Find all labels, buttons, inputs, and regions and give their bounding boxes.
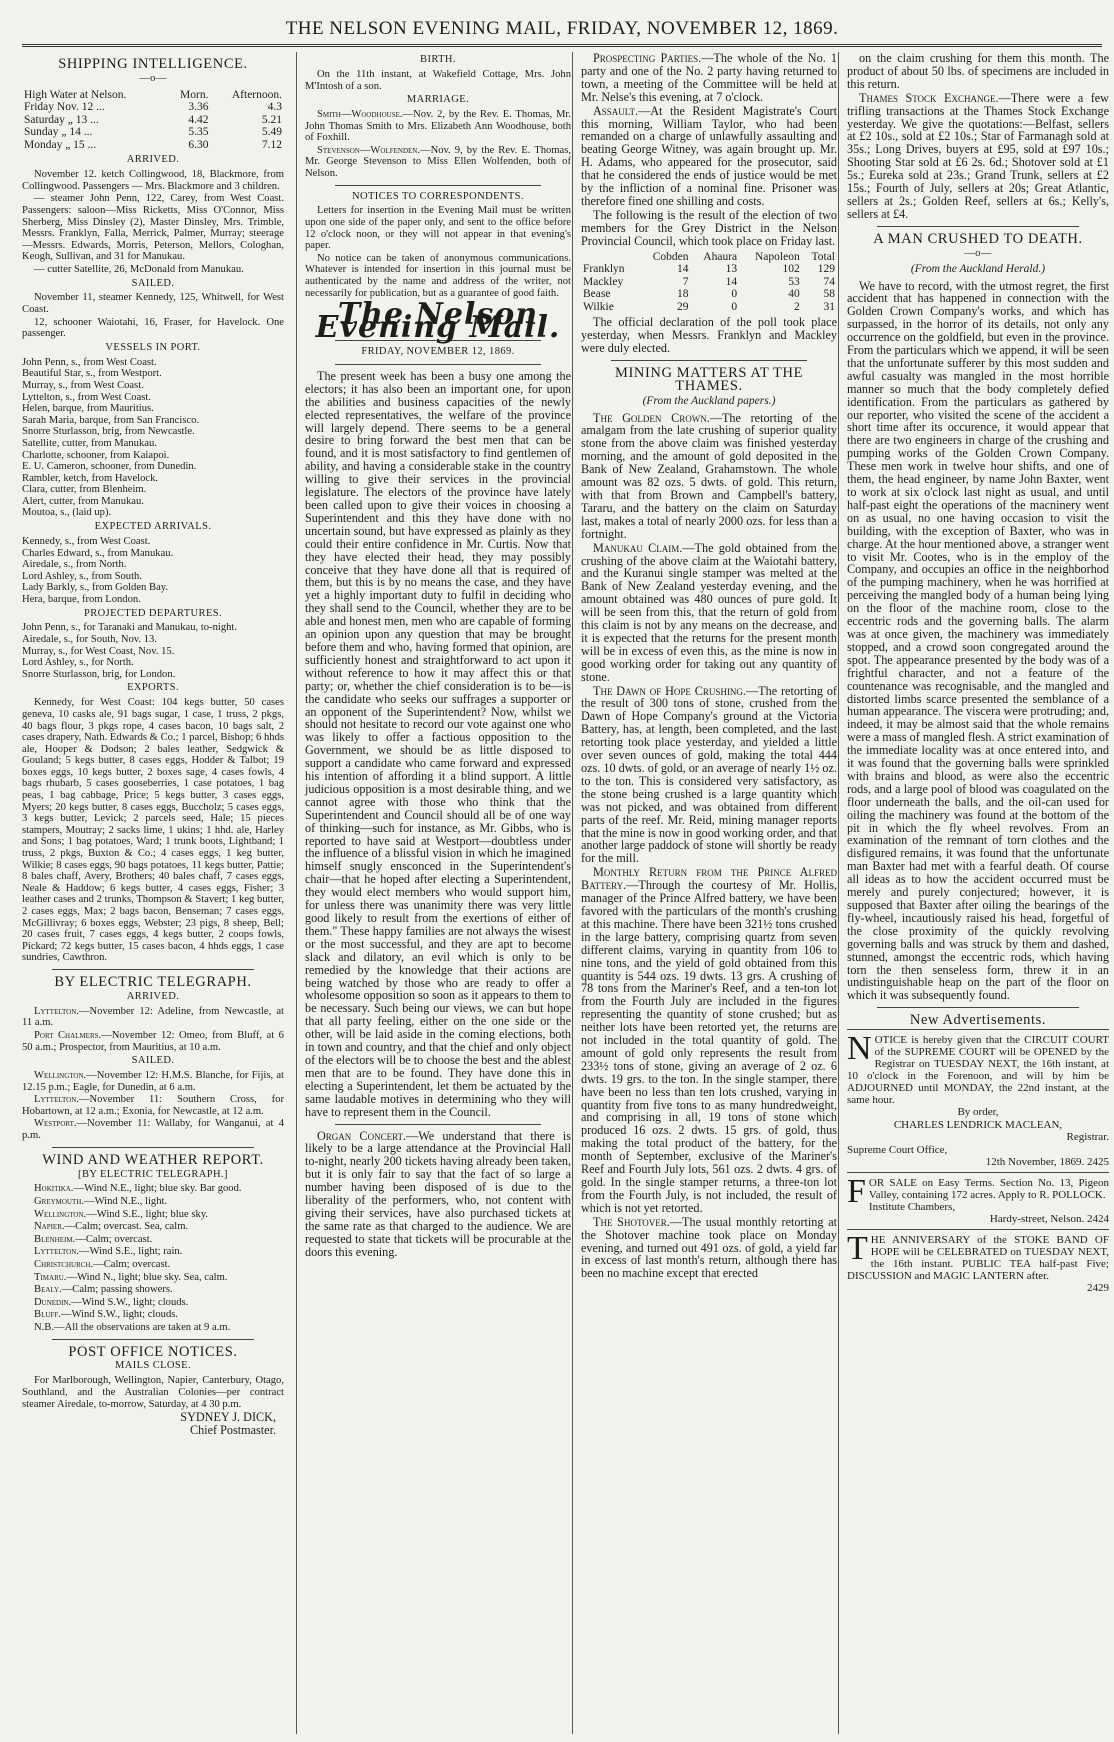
list-item: John Penn, s., for Taranaki and Manukau, to-night. (22, 622, 238, 634)
paragraph-text: —There were a few trifling transactions at the Thames Stock Exchange yesterday. We give the quotations:—Belfast, sellers at £2 10s., sold at £2 10s.; Star of Farmanagh sold at 35s.; Long Drives, buyers at £95, sold at £97 10s.; Shooting Star sold at £6 2s. 6d.; Shotover sold at £1 5s.; Eureka sold at 23s.; Grand Trunk, sellers at £2 15s.; Fourth of July, sellers at 20s; Great Atlantic, sellers at 2s.; Golden Reef, sellers at 6s.; Kelly's, sellers at £4. (847, 90, 1109, 221)
paragraph (22, 1297, 284, 1309)
paragraph-lead: Westport. (34, 1118, 77, 1130)
paragraph-text: —November 12: Adeline, from Newcastle, at 11 a.m. (22, 1005, 284, 1029)
paragraph (22, 1272, 284, 1284)
column-1 (22, 52, 284, 1734)
table-cell: 7.12 (261, 138, 282, 151)
subheading: MAILS CLOSE. (115, 1360, 191, 1372)
list-item: Murray, s., for West Coast, Nov. 15. (22, 645, 175, 657)
table-header-cell (581, 251, 639, 264)
advertisement-text: HE ANNIVERSARY of the STOKE BAND OF HOPE will be CELEBRATED on TUESDAY NEXT, the 16th instant. PUBLIC TEA half-past Five; DISCUSSION and MAGIC LANTERN after. (847, 1233, 1109, 1282)
paragraph (22, 193, 284, 263)
paragraph (22, 317, 284, 340)
paragraph-lead: Stevenson—Wolfenden. (317, 144, 421, 156)
paragraph-text: November 11, steamer Kennedy, 125, Whitwell, for West Coast. (22, 292, 284, 316)
subheading: NOTICES TO CORRESPONDENTS. (352, 190, 524, 202)
paragraph-text: —Nov. 2, by the Rev. E. Thomas, Mr. John Thomas Smith to Mrs. Elizabeth Ann Woodhouse, both of Foxhill. (305, 109, 571, 144)
drop-cap: T (847, 1229, 868, 1267)
table-row (581, 276, 837, 289)
list-item: E. U. Cameron, schooner, from Dunedin. (22, 461, 197, 473)
source-credit: (From the Auckland Herald.) (910, 262, 1046, 275)
paragraph-text: —Wind S.W., light; clouds. (71, 1296, 189, 1308)
section-heading: SHIPPING INTELLIGENCE. (58, 56, 248, 72)
paragraph-text: —The whole of the No. 1 party and one of the No. 2 party having returned to town, a meeting of the Committee will be held at Mr. Nelse's this evening, at 7 o'clock. (581, 52, 837, 104)
list-item: Lyttelton, s., from West Coast. (22, 391, 152, 403)
paragraph-text: The official declaration of the poll took place yesterday, when Messrs. Franklyn and Mackley were duly elected. (581, 315, 837, 355)
table-cell: 53 (788, 275, 800, 288)
paragraph (22, 1221, 284, 1233)
list-item: Beautiful Star, s., from Westport. (22, 368, 162, 380)
table-header-cell: Afternoon. (231, 88, 282, 101)
paragraph-lead: Bealy. (34, 1284, 62, 1296)
list-item: Snorre Sturlasson, brig, from Newcastle. (22, 426, 195, 438)
table-cell: 5.49 (261, 126, 282, 139)
paragraph-text: —Calm; passing showers. (61, 1284, 173, 1296)
subheading: [BY ELECTRIC TELEGRAPH.] (78, 1168, 228, 1180)
table-cell: 74 (823, 275, 835, 288)
table-cell: 4.3 (267, 101, 282, 114)
column-2 (296, 52, 571, 1734)
data-table (581, 251, 837, 314)
paragraph-lead: Greymouth. (34, 1196, 84, 1208)
divider (52, 1339, 254, 1340)
list-item: Kennedy, s., from West Coast. (22, 535, 151, 547)
paragraph (22, 1309, 284, 1321)
paragraph (22, 169, 284, 192)
list-item: Airedale, s., from North. (22, 559, 127, 571)
paragraph (22, 1183, 284, 1195)
paragraph-text: —November 11: Wallaby, for Wanganui, at 4 p.m. (22, 1118, 284, 1142)
paragraph-text: 12, schooner Waiotahi, 16, Fraser, for Havelock. One passenger. (22, 316, 284, 340)
paragraph (22, 1209, 284, 1221)
subheading: PROJECTED DEPARTURES. (83, 607, 223, 619)
paragraph-text: —Wind N.E., light; blue sky. Bar good. (73, 1183, 242, 1195)
section-heading: POST OFFICE NOTICES. (68, 1343, 238, 1360)
paragraph-lead: Prospecting Parties. (593, 52, 702, 65)
paragraph-text: —Wind S.E., light; rain. (78, 1246, 183, 1258)
advertisement-line: Registrar. (1066, 1131, 1109, 1144)
paragraph (22, 1030, 284, 1053)
paragraph (305, 69, 571, 92)
table-cell: Saturday „ 13 ... (24, 113, 99, 126)
table-row (22, 126, 284, 139)
subheading: SAILED. (131, 1055, 175, 1067)
list-item: Charles Edward, s., from Manukau. (22, 547, 174, 559)
paragraph-lead: Monthly Return from the Prince Alfred Battery. (581, 865, 837, 893)
table-cell: Mackley (583, 275, 624, 288)
table-cell: 13 (725, 263, 738, 276)
section-heading: BY ELECTRIC TELEGRAPH. (54, 973, 252, 990)
paragraph-text: —Wind N., light; blue sky. Sea, calm. (66, 1271, 228, 1283)
paragraph (305, 370, 571, 1119)
paragraph-text: —Calm; overcast. (93, 1259, 171, 1270)
subheading: —o— (964, 247, 992, 259)
advertisement-body (847, 1030, 1109, 1107)
paragraph-text: No notice can be taken of anonymous communications. Whatever is intended for insertion in this journal must be authenticated by the name and address of the writer, not necessarily for publication, but as a guarantee of good faith. (305, 252, 571, 299)
advertisement (847, 1172, 1109, 1229)
paragraph-text: —Calm; overcast. (75, 1233, 153, 1245)
paragraph (581, 542, 837, 684)
column-3 (572, 52, 837, 1734)
paragraph (22, 1196, 284, 1208)
signature-line: Chief Postmaster. (190, 1423, 276, 1438)
paragraph (22, 1375, 284, 1410)
paragraph (22, 1070, 284, 1093)
paragraph-lead: Wellington. (34, 1208, 87, 1220)
table-row (22, 101, 284, 114)
paragraph-text: N.B.—All the observations are taken at 9 a.m. (34, 1321, 231, 1333)
paragraph (305, 205, 571, 251)
table-cell: 58 (823, 288, 835, 301)
paragraph-text: We have to record, with the utmost regret, the first accident that has happened in connection with the Golden Crown Company's works, and which has surpassed, in the horror of its details, not only any occurrence on the goldfield, but even in the province. From the particulars which we append, it will be seen that the unfortunate sufferer by this most sudden and awful casualty was mangled in the most horrible manner so much that the body completely defied identification. From the particulars as gathered by our reporter, who visited the scene of the accident a short time after its occurence, it would appear that there are two engineers in charge of the crushing and pumping works of the Golden Crown Company. These men work in twelve hour shifts, and one of them, the head engineer, by name John Baxter, went to work at six o'clock last night as usual, and until half-past eight the operations of the macninery went on as usual, no one having occasion to visit the building, with the exception of Baxter, who was in charge. At the hour mentioned above, a stranger went to visit Mr. Cootes, who is in the employ of the Company, and occupies an office in the neighborhod of the pumping machinery, when he was horrified at perceiving the mangled body of a human being lying on the floor of the machine room, close to the eccentric rods and the governing balls. The alarm was at once given, the machinery was immediately stopped, and a crowd soon congregated around the spot. The appearance presented by the body was of a frightful character, and not a feature of the countenance was recognisable, and the mangled and distorted limbs scarce presented the semblance of a human appearance. The viscera were protruding; and, indeed, it may be almost said that the whole remains were a mass of mangled flesh. A strict examination of the immediate locality was at once entered into, and it was found that the governing balls were sprinkled with brains and blood, as were also the eccentric rods, and a large pool of blood was coagulated on the floor underneath the balls, and the oil-can used for oiling the machinery was found at the bottom of the pit in which the fly wheel revolves. From an examination of the remnant of torn clothes and the disfigured remains, it was found that the unfortunate man Baxter had met with a fearful death. Of course all ideas as to how the accident occurred must be merely and purely conjectured; however, it is supposed that Baxter after oiling the bearings of the fly-wheel, incautiously raised his head, forgetful of the close proximity of the quickly revolving governing balls and was struck by them and dashed, stunned, amongst the eccentric rods, which having torn the then senseless form, threw it in an undistinguishable heap on the part of the floor on which it was subsequently found. (847, 278, 1109, 1003)
paragraph-lead: Wellington. (34, 1070, 87, 1082)
table-cell: 2 (793, 300, 800, 313)
table-cell: 14 (677, 263, 689, 276)
newspaper-header-title: THE NELSON EVENING MAIL, FRIDAY, NOVEMBER 12, 1869. (285, 18, 839, 39)
advertisement-text: OTICE is hereby given that the CIRCUIT COURT of the SUPREME COURT will be OPENED by the Registrar on TUESDAY NEXT, the 16th instant, at 10 o'clock in the Forenoon, and will by him be ADJOURNED until MONDAY, the 22nd instant, at the same hour. (847, 1034, 1109, 1107)
table-header-row (581, 251, 837, 264)
paragraph-text: —Through the courtesy of Mr. Hollis, manager of the Prince Alfred battery, we have been favored with the particulars of the month's crushing at this machine. There have been 321½ tons crushed in the large battery, comprising quartz from seven different claims, varying in quantity from 106 to nine tons, and the yield of gold obtained from this quantity is 544 ozs. 19 dwts. 13 grs. A crushing of 78 tons from the Mariner's Reef, and a ten-ton lot from the Fourth July are included in the figures representing the quantity of stone crushed; but as neither lots have been retorted yet, the returns are not included in the total quantity of gold. The amount of gold only represents the result from 233½ tons of stone, giving an average of 2 oz. 6 dwts. 19 grs. to the ton. In the single stamper, there have been no less than ten lots crushed, varying in quantity from five tons to as many hundredweight, and comprising in all, 19 tons of stone which produced 16 ozs. 2 dwts. 15 grs. of gold, thus making the total product of the battery, for the month of September, exclusive of the Mariner's Reef and Fourth July lots, 561 ozs. 2 dwts. 4 grs. of gold. In the single stamper returns, a three-ton lot from the Fourth July, is not included, the result of which is not yet retorted. (581, 878, 837, 1215)
paragraph (22, 1322, 284, 1334)
table-cell: 5.21 (261, 113, 282, 126)
table-header-cell: Cobden (652, 250, 689, 263)
paragraph-text: —The retorting of the result of 300 tons of stone, crushed from the Dawn of Hope Company's ground at the Victoria Battery, has, at length, been completed, and the last retorting took place yesterday, and yielded a little over seven ounces of gold, making the total 444 ozs. 10 dwts. of gold, or an average of nearly 1½ oz. to the ton. This is considered very satisfactory, as the stone being crushed is a large quantity which was not picked, and was obtained from different parts of the reef. Mr. Reid, mining manager reports that the mine is now in good working order, and that another large paddock of stone will shortly be ready for the mill. (581, 683, 837, 866)
advertisement (847, 1029, 1109, 1172)
paragraph-lead: Lyttelton. (34, 1246, 79, 1258)
paragraph-lead: Port Chalmers. (34, 1029, 102, 1041)
paragraph-text: —November 12: Omeo, from Bluff, at 6 50 a.m.; Prospector, from Mauritius, at 10 a.m. (22, 1029, 284, 1053)
table-header-cell: Morn. (180, 88, 209, 101)
subheading: —o— (139, 72, 167, 84)
paragraph-text: For Marlborough, Wellington, Napier, Canterbury, Otago, Southland, and the Australian Colonies—per contract steamer Airedale, to-morrow, Saturday, at 4 30 p.m. (22, 1375, 284, 1410)
masthead-logo: The Nelson Evening Mail. (315, 297, 561, 346)
divider (335, 1124, 541, 1125)
paragraph-lead: Blenheim. (34, 1233, 76, 1245)
table-cell: Monday „ 15 ... (24, 138, 97, 151)
table-cell: 0 (731, 300, 738, 313)
paragraph-lead: Lyttelton. (34, 1094, 79, 1106)
paragraph (581, 316, 837, 355)
table-cell: Friday Nov. 12 ... (24, 101, 105, 114)
paragraph-text: —November 11: Southern Cross, for Hobartown, at 12 a.m.; Exonia, for Newcastle, at 12 a.m. (22, 1094, 284, 1117)
table-header-cell: Napoleon (754, 250, 800, 263)
paragraph-text: —Wind N.E., light. (83, 1196, 168, 1208)
paragraph-lead: Napier. (34, 1221, 65, 1233)
advertisement-line: Hardy-street, Nelson. 2424 (989, 1213, 1109, 1226)
paragraph (847, 92, 1109, 221)
subheading: BIRTH. (420, 54, 456, 65)
paragraph (22, 1259, 284, 1271)
paragraph-text: —Calm; overcast. Sea, calm. (64, 1221, 189, 1233)
section-heading: New Advertisements. (909, 1012, 1047, 1029)
paragraph (305, 253, 571, 299)
paragraph-lead: Organ Concert. (317, 1128, 407, 1143)
table-header-cell: Ahaura (703, 250, 738, 263)
advertisement-line: Supreme Court Office, (847, 1143, 948, 1156)
paragraph-text: —Wind S.W., light; clouds. (60, 1309, 179, 1321)
paragraph-lead: Bluff. (34, 1309, 61, 1321)
paragraph (581, 52, 837, 104)
table-cell: 102 (782, 263, 800, 276)
table-cell: 14 (725, 275, 738, 288)
paragraph-text: —Wind S.E., light; blue sky. (86, 1208, 209, 1220)
table-cell: 5.35 (188, 126, 209, 139)
signature-line: SYDNEY J. DICK, (180, 1410, 276, 1425)
list-item: Clara, cutter, from Blenheim. (22, 484, 147, 496)
table-cell: 40 (788, 288, 800, 301)
paragraph-text: — steamer John Penn, 122, Carey, from West Coast. Passengers: saloon—Miss Ricketts, Miss O'Connor, Miss Sherberg, Miss Dinsley (2), Master Dinsley, Mrs. Trimble, Messrs. Franklyn, Falla, Merrick, Palmer, Murray; steerage—Messrs. Edwards, Morris, Peterson, Mellors, Cologhan, Keogh, Sullivan, and 31 for Manukau. (22, 193, 284, 263)
table-cell: 4.42 (188, 113, 209, 126)
paragraph-text: The following is the result of the election of two members for the Grey District in the Nelson Provincial Council, which took place on Friday last. (581, 207, 837, 248)
table-cell: 7 (682, 275, 689, 288)
advertisement (847, 1229, 1109, 1298)
paragraph-lead: Assault. (593, 103, 639, 118)
page-header (22, 14, 1102, 47)
table-row (581, 263, 837, 276)
paragraph-lead: Timaru. (34, 1271, 67, 1283)
paragraph (581, 685, 837, 866)
paragraph (581, 412, 837, 541)
divider (877, 1007, 1079, 1008)
subheading: VESSELS IN PORT. (105, 341, 201, 353)
advertisement-body (847, 1229, 1109, 1282)
table-cell: 6.30 (188, 138, 209, 151)
list-item: Moutoa, s., (laid up). (22, 507, 112, 519)
subheading: MARRIAGE. (406, 94, 470, 106)
list-item: Alert, cutter, from Manukau. (22, 495, 144, 507)
table-row (581, 288, 837, 301)
divider (877, 226, 1079, 227)
paragraph-text: —The gold obtained from the crushing of the above claim at the Waiotahi battery, and the Kuranui single stamper was melted at the Bank of New Zealand yesterday evening, and the amount obtained was 480 ounces of pure gold. It will be seen from this, that the return of gold from this claim is not by any means on the decrease, and it is expected that the returns for the present month will be in excess of even this, as the mine is now in good working order for taking out any quantity of stone. (581, 540, 837, 684)
drop-cap: N (847, 1030, 872, 1068)
list-item: Rambler, ketch, from Havelock. (22, 472, 159, 484)
table-cell: 129 (817, 263, 835, 276)
paragraph (22, 1006, 284, 1029)
paragraph (581, 105, 837, 208)
list-item: John Penn, s., from West Coast. (22, 356, 157, 368)
paragraph-text: —We understand that there is likely to be a large attendance at the Provincial Hall to-night, nearly 200 tickets having already been taken, but it is only fair to say that the fact of so large a number having been disposed of is due to the liberality of the performers, who, not content with giving their services, have also purchased tickets at the same rate as that charged to the audience. We are requested to state that tickets will be procurable at the doors this evening. (305, 1128, 571, 1259)
paragraph-text: — cutter Satellite, 26, McDonald from Manukau. (34, 263, 244, 275)
paragraph-lead: Christchurch. (34, 1259, 94, 1270)
paragraph (22, 1094, 284, 1117)
list-item: Lord Ashley, s., for North. (22, 657, 134, 669)
table-header-cell: High Water at Nelson. (24, 88, 127, 101)
list-item: Lady Barkly, s., from Golden Bay. (22, 582, 169, 594)
paragraph-text: —At the Resident Magistrate's Court this morning, William Taylor, who had been remanded on a charge of unlawfully assaulting and beating George Witney, was again brought up. Mr. H. Adams, who appeared for the prosecutor, said that he considered the ends of justice would be met by the infliction of a nominal fine. Prisoner was therefore fined one shilling and costs. (581, 103, 837, 208)
paragraph-lead: Thames Stock Exchange. (859, 90, 999, 105)
paragraph-lead: Dunedin. (34, 1296, 72, 1308)
divider (52, 969, 254, 970)
paragraph (305, 109, 571, 144)
paragraph-lead: The Golden Crown. (593, 410, 710, 425)
advertisement-line: CHARLES LENDRICK MACLEAN, (893, 1118, 1063, 1131)
paragraph (847, 280, 1109, 1003)
table-cell: 0 (731, 288, 738, 301)
list-item: Lord Ashley, s., from South. (22, 570, 142, 582)
paragraph (581, 866, 837, 1214)
column-4 (838, 52, 1109, 1734)
table-header-row (22, 89, 284, 102)
list-item: Snorre Sturlasson, brig, for London. (22, 668, 176, 680)
paragraph-lead: Hokitika. (34, 1183, 74, 1195)
paragraph (305, 1130, 571, 1259)
paragraph (22, 1234, 284, 1246)
paragraph-text: November 12. ketch Collingwood, 18, Blackmore, from Collingwood. Passengers — Mrs. Blackmore and 3 children. (22, 169, 284, 192)
table-row (22, 139, 284, 152)
paragraph (581, 1216, 837, 1281)
advertisement-line: 2429 (1087, 1281, 1109, 1294)
data-table (22, 89, 284, 152)
advertisement-line: By order, (957, 1106, 999, 1119)
section-heading: A MAN CRUSHED TO DEATH. (873, 230, 1083, 247)
divider (52, 1147, 254, 1148)
table-cell: 31 (823, 300, 835, 313)
table-row (581, 301, 837, 314)
table-cell: 29 (677, 300, 689, 313)
advertisement-line: 12th November, 1869. 2425 (985, 1156, 1109, 1169)
source-credit: (From the Auckland papers.) (642, 394, 776, 407)
subheading: SAILED. (131, 277, 175, 289)
paragraph (22, 1118, 284, 1141)
paragraph-text: Letters for insertion in the Evening Mail must be written upon one side of the paper only, and sent to the office before 12 o'clock noon, or they will not appear in that evening's paper. (305, 205, 571, 252)
table-cell: Bease (583, 288, 611, 301)
paragraph (22, 697, 284, 964)
section-heading: WIND AND WEATHER REPORT. (42, 1151, 264, 1168)
paragraph-lead: The Dawn of Hope Crushing. (593, 683, 746, 698)
paragraph-lead: Lyttelton. (34, 1005, 79, 1017)
list-item: Sarah Maria, barque, from San Francisco. (22, 414, 200, 426)
subheading: FRIDAY, NOVEMBER 12, 1869. (361, 346, 515, 358)
section-heading: MINING MATTERS AT THE THAMES. (614, 364, 804, 394)
list-item: Murray, s., from West Coast. (22, 379, 144, 391)
paragraph-lead: The Shotover. (593, 1214, 670, 1229)
subheading: EXPORTS. (127, 682, 179, 694)
list-item: Helen, barque, from Mauritius. (22, 403, 154, 415)
paragraph (305, 145, 571, 180)
list-item: Airedale, s., for South, Nov. 13. (22, 634, 157, 646)
drop-cap: F (847, 1172, 866, 1210)
divider (335, 185, 541, 186)
paragraph-text: —The retorting of the amalgam from the late crushing of superior quality stone from the above claim was finished yesterday morning, and the amount of gold deposited in the Bank of New Zealand, Grahamstown. The whole amount was 82 ozs. 5 dwts. of gold. This return, with that from Brown and Campbell's battery, Tararu, and the battery on the claim on Saturday last, makes a total of nearly 2000 ozs. for less than a fortnight. (581, 410, 837, 541)
paragraph (22, 292, 284, 315)
paragraph-lead: Smith—Woodhouse. (317, 109, 403, 120)
divider (611, 360, 807, 361)
paragraph-text: —Nov. 9, by the Rev. E. Thomas, Mr. George Stevenson to Miss Ellen Wolfenden, both of Nelson. (305, 144, 571, 179)
paragraph (22, 1246, 284, 1258)
paragraph (22, 1284, 284, 1296)
advertisement-line: Institute Chambers, (868, 1200, 956, 1213)
subheading: ARRIVED. (126, 154, 180, 166)
paragraph (847, 52, 1109, 91)
divider (335, 364, 541, 365)
paragraph-text: —November 12: H.M.S. Blanche, for Fijis, at 12.15 p.m.; Eagle, for Dunedin, at 6 a.m. (22, 1070, 284, 1093)
advertisement-text: OR SALE on Easy Terms. Section No. 13, Pigeon Valley, containing 172 acres. Apply to R. POLLOCK. (868, 1176, 1109, 1201)
paragraph-lead: Manukau Claim. (593, 540, 683, 555)
list-item: Hera, barque, from London. (22, 593, 141, 605)
table-row (22, 114, 284, 127)
paragraph (22, 264, 284, 276)
paragraph-text: Kennedy, for West Coast: 104 kegs butter, 50 cases geneva, 10 casks ale, 91 bags sugar, 1 case, 1 truss, 2 pkgs, 40 bags flour, 3 pkgs rope, 4 cases bacon, 10 bags salt, 2 cases drapery, Nath. Edwards & Co.; 1 parcel, Bishop; 6 hhds ale, Hooper & Dodson; 2 bales leather, Sedgwick & Gouland; 5 kegs butter, 8 cases eggs, Hodder & Talbot; 19 boxes eggs, 10 kegs butter, 2 boxes sage, 4 cases fowls, 4 bags rhubarb, 5 cases gooseberries, 1 case potatoes, 1 bag peas, 1 bag cabbage, Price; 5 kegs butter, 3 cases eggs, Myers; 20 kegs butter, 8 cases eggs, Buccholz; 5 cases eggs, 3 kegs butter, Levick; 2 parcels seed, Hale; 15 pieces stampers, Moutray; 2 sacks lime, 1 ukins; 1 hhd. ale, Harley and Sons; 1 bag potatoes, Ward; 1 trunk boots, Lightband; 1 truss, 2 pkgs, Buxton & Co.; 4 cases eggs, 1 keg butter, Wilkie; 8 cases eggs, 90 bags potatoes, 11 kegs butter, Pattie; 8 bales chaff, Avery, Brothers; 40 bales chaff, 7 cases eggs, Neale & Haddow; 6 kegs butter, 4 cases eggs, Fisher; 3 leather cases and 2 trunks, Thompson & Stavert; 1 keg butter, 2 cases eggs, Max; 2 bags bacon, Benseman; 7 cases eggs, McGillivray; 6 boxes eggs, Webster; 23 pigs, 8 sheep, Bell; 20 cases fruit, 7 cases eggs, 4 kegs butter, 2 coops fowls, Pickard; 72 kegs butter, 15 cases bacon, 4 hhds eggs, 1 case sundries, Cawthron. (22, 697, 284, 964)
table-cell: Franklyn (583, 263, 625, 276)
list-item: Charlotte, schooner, from Kaiapoi. (22, 449, 170, 461)
paragraph-text: on the claim crushing for them this month. The product of about 50 lbs. of specimens are included in this return. (847, 52, 1109, 91)
table-cell: 18 (677, 288, 689, 301)
list-item: Satellite, cutter, from Manukau. (22, 437, 157, 449)
subheading: ARRIVED. (126, 990, 180, 1002)
paragraph-text: The present week has been a busy one among the electors; it has also been an important one, for upon the abilities and business capacities of the newly elected representatives, the welfare of the province will largely depend. There seems to be a general desire to bring forward the best men that can be found, and it is most satisfactory to find gentlemen of ability, and having a considerable stake in the country willing to give their services in the provincial legislature. The electors of the province have lately been called upon to give their voices in choosing a Superintendent and this they have done with no uncertain sound, but have expressed as plainly as they could their entire confidence in Mr. Curtis. Now that they have elected their head, they may possibly conceive that they have done all that is required of them, but this is by no means the case, and they have yet a highly important duty to fulfil in deciding who they shall send to the Council, whether they are to be able and honest men, men who are capable of forming an opinion upon any question that may be brought before them and who, having formed that opinion, are sufficiently honest and straightforward to act upon it without reference to how it may affect this or that party; or, whether the chief consideration is to be—is the candidate who seeks our suffrages a supporter or an opponent of the Superintendent? Now, whilst we should not hesitate to record our vote against one who was likely to offer a factious opposition to the Government, we should be as little disposed to support a candidate who came forward and expressed his intention of affording it a blind support. A little judicious opposition is a most desirable thing, and we cannot agree with those who think that the Superintendent and Council should all be of one way of thinking—such for instance, as Mr. Gibbs, who is reported to have said at Westport—doubtless under the influence of a blissful vision in which he imagined himself snugly ensconced in the Superintendent's chair—that he hoped after electing a Superintendent, they would elect members who would support him, for unless there was unanimity there was very little good likely to result from the exertions of either of them." These happy families are not always the wisest or the most successful, and they are apt to become slack and dilatory, an evil which is only to be remedied by the knowledge that their actions are being watched by those who are ready to offer a wholesome opposition so soon as it appears to them to be necessary. Such being our views, we can but hope that all party feeling, either on the one side or the other, will be laid aside in the coming elections, both in town and country, and that the chief and only object of the electors will be to choose the best and the ablest men that are to be found. They have done this in electing a Superintendent, let them be actuated by the same laudable motives in determining who they will have to represent them in the Council. (305, 368, 571, 1119)
table-cell: Sunday „ 14 ... (24, 126, 93, 139)
table-cell: Wilkie (583, 300, 614, 313)
paragraph (581, 209, 837, 248)
paragraph-text: On the 11th instant, at Wakefield Cottage, Mrs. John M'Intosh of a son. (305, 68, 571, 92)
paragraph-text: —The usual monthly retorting at the Shotover machine took place on Monday evening, and turned out 491 ozs. of gold, a yield far in excess of last month's return, although there has been no machine except that erected (581, 1214, 837, 1281)
subheading: EXPECTED ARRIVALS. (94, 521, 212, 533)
table-header-cell: Total (811, 250, 835, 263)
table-cell: 3.36 (188, 101, 209, 114)
